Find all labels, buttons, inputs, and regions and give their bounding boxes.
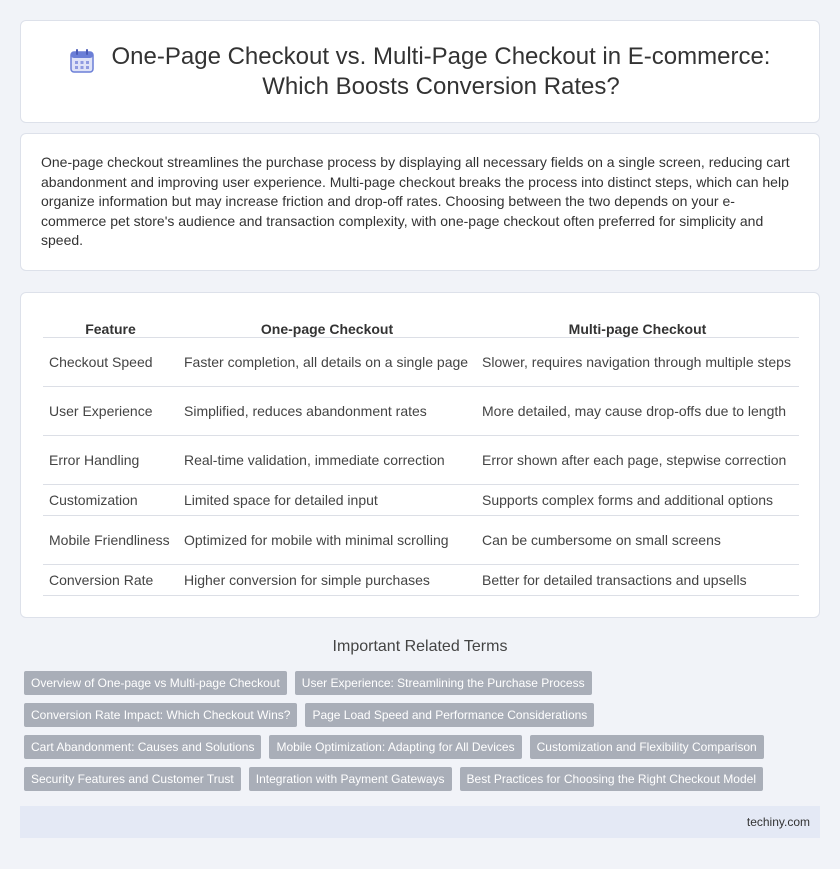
one-page-cell: Real-time validation, immediate correction xyxy=(178,435,476,484)
one-page-cell: Limited space for detailed input xyxy=(178,484,476,515)
related-terms-row xyxy=(24,671,824,695)
feature-cell: Checkout Speed xyxy=(43,337,178,386)
related-term-chip[interactable]: Integration with Payment Gateways xyxy=(249,767,452,791)
related-term-chip[interactable]: User Experience: Streamlining the Purchase Process xyxy=(295,671,592,695)
one-page-cell: Faster completion, all details on a single page xyxy=(178,337,476,386)
intro-card xyxy=(20,133,820,271)
related-term-chip[interactable]: Mobile Optimization: Adapting for All Devices xyxy=(269,735,521,759)
related-term-chip[interactable]: Page Load Speed and Performance Considerations xyxy=(305,703,594,727)
calendar-icon xyxy=(69,48,95,74)
related-term-chip[interactable]: Customization and Flexibility Comparison xyxy=(530,735,764,759)
related-term-chip[interactable]: Conversion Rate Impact: Which Checkout Wins? xyxy=(24,703,297,727)
column-header-multi-page: Multi-page Checkout xyxy=(568,320,707,337)
table-row xyxy=(43,337,799,386)
footer-site-link[interactable]: techiny.com xyxy=(746,815,810,829)
multi-page-cell: Error shown after each page, stepwise correction xyxy=(476,435,799,484)
comparison-card xyxy=(20,292,820,618)
related-term-chip[interactable]: Overview of One-page vs Multi-page Checkout xyxy=(24,671,287,695)
related-term-chip[interactable]: Cart Abandonment: Causes and Solutions xyxy=(24,735,261,759)
page-title: One-Page Checkout vs. Multi-Page Checkout in E-commerce: Which Boosts Conversion Rates? xyxy=(111,42,771,100)
related-terms-row xyxy=(24,703,824,727)
related-terms-title: Important Related Terms xyxy=(332,638,508,655)
multi-page-cell: Better for detailed transactions and upsells xyxy=(476,564,799,595)
intro-text: One-page checkout streamlines the purchase process by displaying all necessary fields on a single screen, reducing cart abandonment and improving user experience. Multi-page checkout breaks the process into distinct steps, which can help organize information but may increase friction and drop-off rates. Choosing between the two depends on your e-commerce pet store's audience and transaction complexity, with one-page checkout often preferred for simplicity and speed. xyxy=(41,154,790,249)
feature-cell: Conversion Rate xyxy=(43,564,178,595)
one-page-cell: Simplified, reduces abandonment rates xyxy=(178,386,476,435)
table-row xyxy=(43,484,799,515)
one-page-cell: Optimized for mobile with minimal scrolling xyxy=(178,515,476,564)
table-header-row xyxy=(43,313,799,337)
multi-page-cell: Can be cumbersome on small screens xyxy=(476,515,799,564)
title-card xyxy=(20,20,820,123)
multi-page-cell: Supports complex forms and additional options xyxy=(476,484,799,515)
table-row xyxy=(43,564,799,595)
multi-page-cell: More detailed, may cause drop-offs due to length xyxy=(476,386,799,435)
column-header-one-page: One-page Checkout xyxy=(260,320,394,337)
feature-cell: Customization xyxy=(43,484,178,515)
related-term-chip[interactable]: Best Practices for Choosing the Right Checkout Model xyxy=(460,767,763,791)
column-header-feature: Feature xyxy=(85,320,136,337)
comparison-table xyxy=(43,313,799,596)
multi-page-cell: Slower, requires navigation through multiple steps xyxy=(476,337,799,386)
one-page-cell: Higher conversion for simple purchases xyxy=(178,564,476,595)
table-row xyxy=(43,435,799,484)
footer xyxy=(20,806,820,838)
related-terms-row xyxy=(24,735,824,759)
table-row xyxy=(43,515,799,564)
feature-cell: User Experience xyxy=(43,386,178,435)
feature-cell: Error Handling xyxy=(43,435,178,484)
table-row xyxy=(43,386,799,435)
related-term-chip[interactable]: Security Features and Customer Trust xyxy=(24,767,241,791)
related-terms-row xyxy=(24,767,824,791)
feature-cell: Mobile Friendliness xyxy=(43,515,178,564)
